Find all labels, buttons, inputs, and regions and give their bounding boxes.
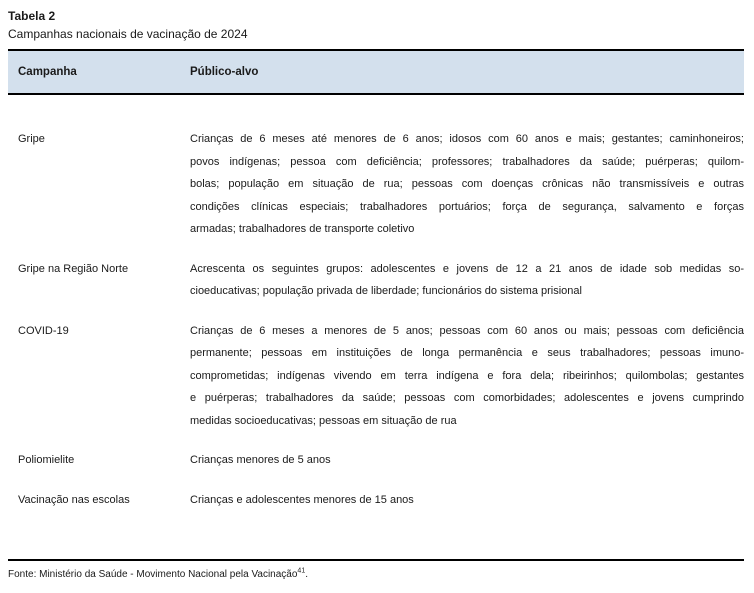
column-header-publico-alvo: Público-alvo (190, 66, 259, 78)
table-title: Tabela 2 (8, 9, 56, 23)
publico-alvo-text-line: comprometidas; indígenas vivendo em terra indígena e fora dela; ribeirinhos; quilombolas; gestantes (190, 369, 744, 382)
table-row (8, 449, 744, 472)
source-period: . (305, 569, 308, 580)
cell-campanha: Poliomielite (18, 454, 75, 466)
column-header-campanha: Campanha (18, 66, 77, 78)
table-body (8, 95, 744, 559)
source-note (8, 568, 744, 582)
publico-alvo-text-line: Acrescenta os seguintes grupos: adolescentes e jovens de 12 a 21 anos de idade sob medidas so- (190, 262, 744, 275)
table-header-row (8, 51, 744, 95)
table-row (8, 489, 744, 512)
publico-alvo-text-line: bolas; população em situação de rua; pessoas com doenças crônicas não transmissíveis e outras (190, 178, 744, 190)
publico-alvo-text-line: permanente; pessoas em instituições de longa permanência e seus trabalhadores; pessoas imuno- (190, 347, 744, 359)
publico-alvo-text-line: povos indígenas; pessoa com deficiência; professores; trabalhadores da saúde; puérperas; quilom- (190, 155, 744, 168)
cell-publico-alvo (190, 320, 744, 433)
publico-alvo-text-line: Crianças de 6 meses até menores de 6 anos; idosos com 60 anos e mais; gestantes; caminhoneiros; (190, 133, 744, 145)
source-text: Fonte: Ministério da Saúde - Movimento Nacional pela Vacinação (8, 569, 298, 580)
table-row (8, 128, 744, 241)
publico-alvo-text-line: condições clínicas especiais; trabalhadores portuários; força de segurança, salvamento e forças (190, 200, 744, 213)
publico-alvo-text-line: e puérperas; trabalhadores da saúde; pessoas com comorbidades; adolescentes e jovens cumprindo (190, 392, 744, 404)
cell-campanha: Gripe (18, 133, 45, 145)
publico-alvo-text-line: Crianças menores de 5 anos (190, 454, 331, 466)
cell-publico-alvo (190, 128, 744, 241)
publico-alvo-text-line: Crianças e adolescentes menores de 15 anos (190, 493, 414, 506)
cell-publico-alvo (190, 258, 744, 303)
publico-alvo-text-line: cioeducativas; população privada de liberdade; funcionários do sistema prisional (190, 285, 582, 297)
cell-publico-alvo (190, 449, 744, 472)
cell-publico-alvo (190, 489, 744, 512)
paper-table-figure (8, 8, 744, 582)
vaccination-campaigns-table (8, 49, 744, 561)
cell-campanha: Vacinação nas escolas (18, 493, 130, 506)
cell-campanha: Gripe na Região Norte (18, 262, 129, 275)
table-row (8, 258, 744, 303)
publico-alvo-text-line: armadas; trabalhadores de transporte coletivo (190, 223, 415, 235)
publico-alvo-text-line: medidas socioeducativas; pessoas em situação de rua (190, 414, 457, 427)
publico-alvo-text-line: Crianças de 6 meses a menores de 5 anos; pessoas com 60 anos ou mais; pessoas com deficiência (190, 324, 744, 337)
cell-campanha: COVID-19 (18, 324, 69, 337)
table-subtitle: Campanhas nacionais de vacinação de 2024 (8, 27, 248, 41)
citation-superscript: 41 (297, 567, 306, 575)
table-row (8, 320, 744, 433)
